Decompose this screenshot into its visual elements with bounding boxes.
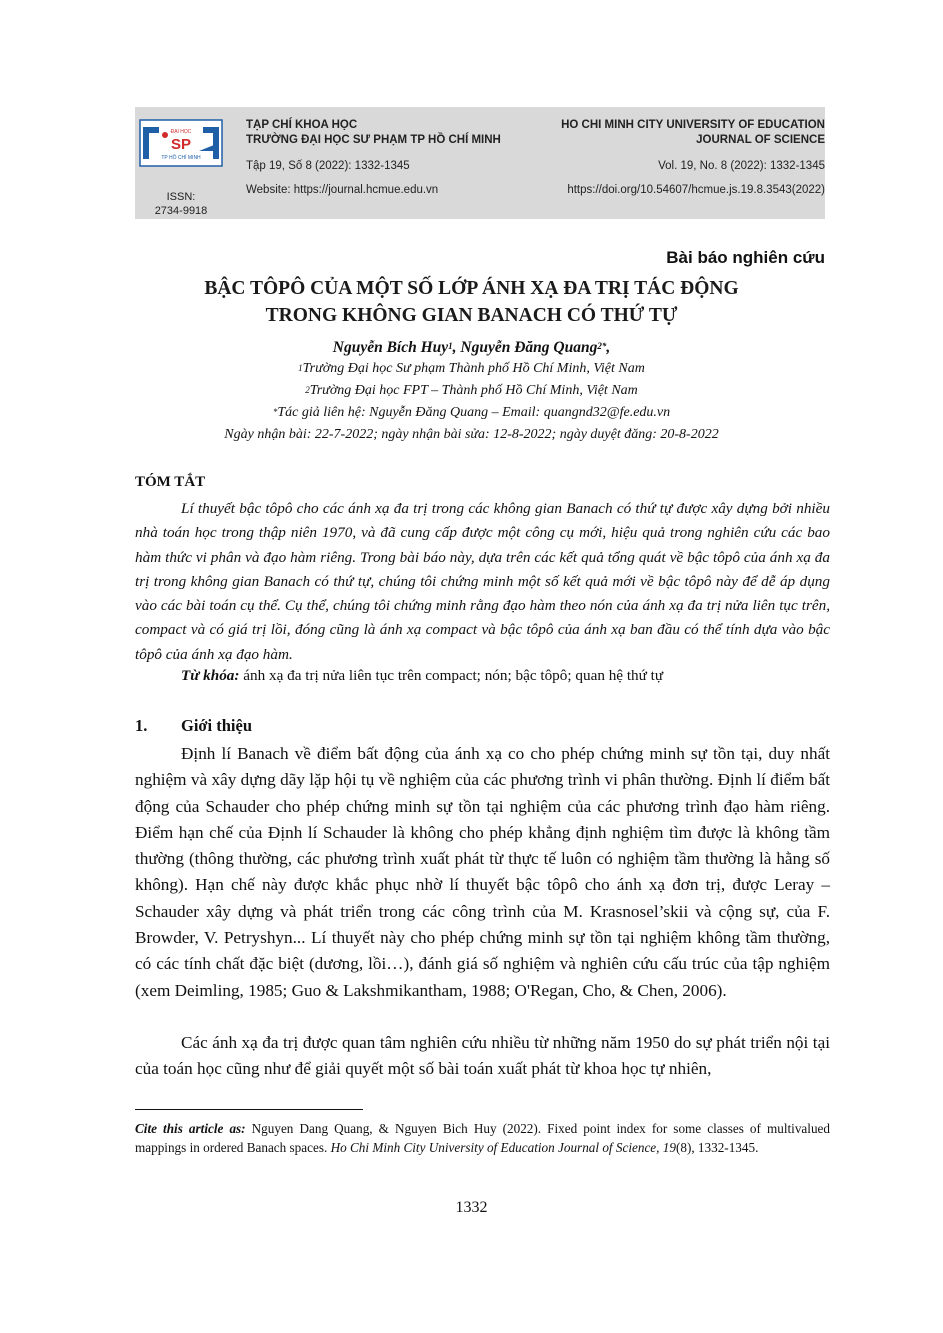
author-trailing: , xyxy=(606,339,611,356)
issn xyxy=(135,190,227,218)
corresponding-text: Tác giả liên hệ: Nguyễn Đăng Quang – Email: quangnd32@fe.edu.vn xyxy=(277,405,671,420)
footnote-divider xyxy=(135,1109,363,1110)
body-paragraph-2: Các ánh xạ đa trị được quan tâm nghiên cứu nhiều từ những năm 1950 do sự phát triển nội tại của toán học cũng như để giải quyết một số bài toán xuất phát từ khoa học tự nhiên, xyxy=(135,1033,830,1079)
university-logo-icon xyxy=(139,119,223,167)
website-link[interactable]: Website: https://journal.hcmue.edu.vn xyxy=(246,184,439,196)
svg-text:SP: SP xyxy=(170,136,192,153)
affiliation-1 xyxy=(90,358,853,380)
abstract-text: Lí thuyết bậc tôpô cho các ánh xạ đa trị trong các không gian Banach có thứ tự được xây dựng bởi nhiều nhà toán học trong thập niên 1970, và đã cung cấp được một công cụ mới, hiệu quả trong nghiên cứu các bao hàm thức vi phân và đạo hàm riêng. Trong bài báo này, dựa trên các kết quả tổng quát về bậc tôpô của ánh xạ đa trị trong không gian Banach có thứ tự, chúng tôi chứng minh một số kết quả mới về bậc tôpô này để dễ áp dụng vào các bài toán cụ thể. Cụ thể, chúng tôi chứng minh rằng đạo hàm theo nón của ánh xạ đa trị nửa liên tục trên, compact và có giá trị lồi, đóng cũng là ánh xạ compact và bậc tôpô của ánh xạ ban đầu có thể tính dựa vào bậc tôpô của ánh xạ đạo hàm. xyxy=(135,500,830,663)
paper-title xyxy=(90,275,853,329)
keywords-text: ánh xạ đa trị nửa liên tục trên compact; nón; bậc tôpô; quan hệ thứ tự xyxy=(239,667,664,684)
citation-footnote xyxy=(135,1120,830,1157)
affiliation-2 xyxy=(90,380,853,402)
title-line2: TRONG KHÔNG GIAN BANACH CÓ THỨ TỰ xyxy=(265,305,678,326)
issn-label: ISSN: xyxy=(166,191,196,203)
submission-dates: Ngày nhận bài: 22-7-2022; ngày nhận bài sửa: 12-8-2022; ngày duyệt đăng: 20-8-2022 xyxy=(224,427,719,442)
author-separator: , xyxy=(452,339,461,356)
issue-en: Vol. 19, No. 8 (2022): 1332-1345 xyxy=(658,160,825,172)
citation-text-2: (8), 1332-1345. xyxy=(675,1139,759,1155)
section-1-number: 1. xyxy=(135,716,148,735)
author-2: Nguyễn Đăng Quang xyxy=(460,339,598,356)
citation-text-1: Nguyen Dang Quang, & Nguyen Bich Huy (2022). Fixed point index for some classes of multivalued mappings in ordered Banach spaces. xyxy=(135,1121,830,1155)
citation-label: Cite this article as: xyxy=(135,1121,246,1136)
corresponding-author xyxy=(90,402,853,424)
abstract-heading: TÓM TẮT xyxy=(135,474,206,490)
affiliation-1-text: Trường Đại học Sư phạm Thành phố Hồ Chí Minh, Việt Nam xyxy=(302,361,645,376)
svg-text:TP HỒ CHÍ MINH: TP HỒ CHÍ MINH xyxy=(161,155,201,161)
body-paragraph-1: Định lí Banach về điểm bất động của ánh xạ co cho phép chứng minh sự tồn tại, duy nhất nghiệm và xây dựng dãy lặp hội tụ về nghiệm của các phương trình vi phân thường. Định lí điểm bất động của Schauder cho phép chứng minh sự tồn tại nghiệm của các phương trình đạo hàm riêng. Điểm hạn chế của Định lí Schauder là không cho phép khẳng định nghiệm tìm được là không tầm thường (thông thường, các phương trình xuất phát từ thực tế luôn có nghiệm tầm thường là hằng số không). Hạn chế này được khắc phục nhờ lí thuyết bậc tôpô cho ánh xạ đơn trị, được Leray – Schauder xây dựng và phát triển trong các công trình của M. Krasnosel’skii và cộng sự, của F. Browder, V. Petryshyn... Lí thuyết này cho phép chứng minh sự tồn tại nghiệm không tầm thường, có các tính chất đặc biệt (dương, lồi…), đánh giá số nghiệm và nghiên cứu cấu trúc của tập nghiệm (xem Deimling, 1985; Guo & Lakshmikantham, 1988; O'Regan, Cho, & Chen, 2006). xyxy=(135,744,830,1000)
svg-text:ĐẠI HỌC: ĐẠI HỌC xyxy=(170,129,192,135)
journal-logo-block xyxy=(135,107,227,219)
author-block xyxy=(90,337,853,446)
keywords xyxy=(181,666,663,686)
section-1-heading xyxy=(135,716,252,736)
affiliation-2-mark: 2 xyxy=(305,385,310,395)
issue-vi: Tập 19, Số 8 (2022): 1332-1345 xyxy=(246,160,410,172)
issn-value: 2734-9918 xyxy=(154,205,208,217)
author-1: Nguyễn Bích Huy xyxy=(332,339,449,356)
affiliation-2-text: Trường Đại học FPT – Thành phố Hồ Chí Minh, Việt Nam xyxy=(309,383,638,398)
author-2-affiliation-mark: 2* xyxy=(597,341,607,351)
author-1-affiliation-mark: 1 xyxy=(448,341,453,351)
keywords-label: Từ khóa: xyxy=(181,667,240,684)
doi-link[interactable]: https://doi.org/10.54607/hcmue.js.19.8.3543(2022) xyxy=(567,184,825,196)
citation-journal: Ho Chi Minh City University of Education Journal of Science, 19 xyxy=(330,1139,676,1155)
section-1-title: Giới thiệu xyxy=(181,716,253,735)
journal-name-en-line1: HO CHI MINH CITY UNIVERSITY OF EDUCATION xyxy=(561,119,825,131)
authors xyxy=(90,337,853,358)
journal-name-vi-line2: TRƯỜNG ĐẠI HỌC SƯ PHẠM TP HỒ CHÍ MINH xyxy=(246,134,501,146)
page-number: 1332 xyxy=(455,1199,488,1216)
journal-name-vi-line1: TẠP CHÍ KHOA HỌC xyxy=(246,119,358,131)
journal-name-en-line2: JOURNAL OF SCIENCE xyxy=(696,134,825,146)
corresponding-mark: * xyxy=(272,407,278,417)
title-line1: BẬC TÔPÔ CỦA MỘT SỐ LỚP ÁNH XẠ ĐA TRỊ TÁC ĐỘNG xyxy=(204,278,739,299)
affiliation-1-mark: 1 xyxy=(298,363,303,373)
article-type: Bài báo nghiên cứu xyxy=(666,248,825,267)
journal-info-en xyxy=(465,118,825,198)
